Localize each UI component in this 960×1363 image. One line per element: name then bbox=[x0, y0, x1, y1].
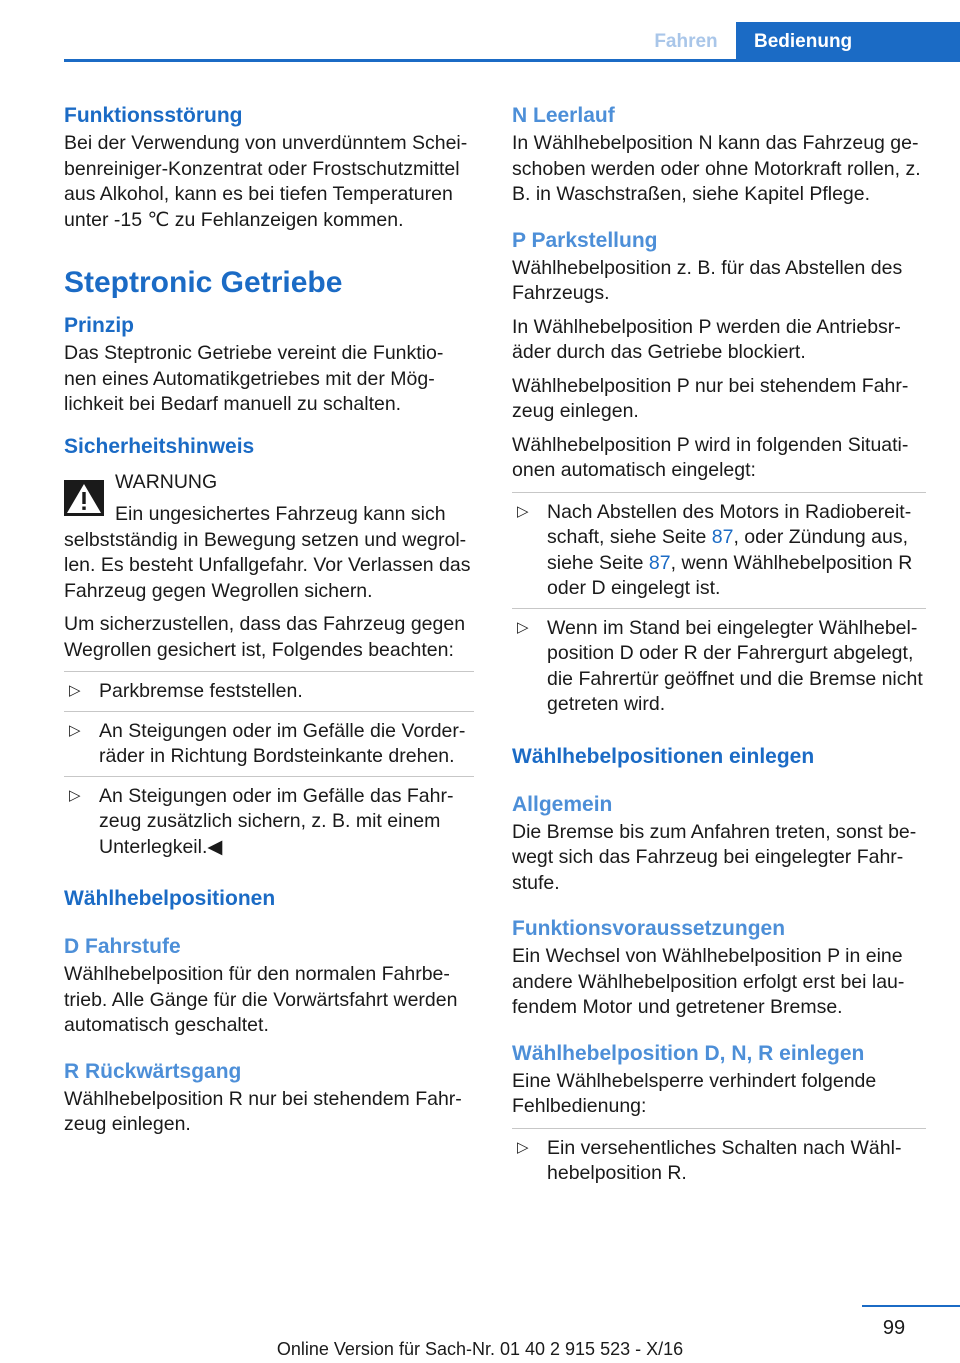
paragraph-dnr-einlegen: Eine Wählhebelsperre verhindert folgende Fehlbedienung: bbox=[512, 1069, 877, 1117]
warning-title: WARNUNG bbox=[115, 470, 218, 493]
bullet-list-sicherung bbox=[64, 671, 474, 866]
list-item: ▷ An Steigungen oder im Gefälle das Fahr‐ zeug zusätzlich sichern, z. B. mit einem Unterlegkeil.◀ bbox=[64, 776, 474, 867]
paragraph-p1: Wählhebelposition z. B. für das Abstellen des Fahrzeugs. bbox=[512, 256, 903, 304]
heading-allgemein: Allgemein bbox=[512, 792, 613, 816]
triangle-bullet-icon: ▷ bbox=[69, 786, 81, 804]
page-link-87[interactable]: 87 bbox=[711, 526, 734, 548]
bullet-list-automatisch bbox=[512, 492, 926, 724]
heading-sicherheitshinweis: Sicherheitshinweis bbox=[64, 434, 255, 458]
paragraph-funktionsvoraussetzungen: Ein Wechsel von Wählhebelposition P in eine andere Wählhebelposition erfolgt erst bei lau‐ fendem Motor und getretener Bremse. bbox=[512, 945, 905, 1018]
left-column bbox=[64, 101, 474, 1138]
list-item: ▷ Ein versehentliches Schalten nach Wähl‐ hebelposition R. bbox=[512, 1128, 926, 1193]
heading-funktionsvoraussetzungen: Funktionsvoraussetzungen bbox=[512, 917, 786, 940]
heading-waehlhebelpositionen: Wählhebelpositionen bbox=[64, 887, 276, 910]
page-header bbox=[0, 0, 960, 62]
footer-rule bbox=[862, 1305, 960, 1307]
page-link-87-second[interactable]: 87 bbox=[648, 551, 671, 574]
heading-r-rueckwaertsgang: R Rückwärtsgang bbox=[64, 1059, 242, 1083]
triangle-bullet-icon: ▷ bbox=[517, 502, 529, 520]
list-item: ▷ Wenn im Stand bei eingelegter Wählhebel‐ position D oder R der Fahrergurt abgelegt, die Fahrertür geöffnet und die Bremse nicht getreten wird. bbox=[512, 608, 926, 724]
triangle-bullet-icon: ▷ bbox=[517, 1138, 529, 1156]
tab-fahren[interactable]: Fahren bbox=[654, 31, 718, 53]
page-number: 99 bbox=[882, 1317, 906, 1339]
paragraph-prinzip: Das Steptronic Getriebe vereint die Funktio‐ nen eines Automatikgetriebes mit der Mög‐ lichkeit bei Bedarf manuell zu schalten. bbox=[64, 342, 444, 415]
warning-box bbox=[64, 470, 474, 605]
heading-d-fahrstufe: D Fahrstufe bbox=[64, 935, 181, 958]
heading-prinzip: Prinzip bbox=[64, 314, 135, 337]
heading-positionen-einlegen: Wählhebelpositionen einlegen bbox=[512, 744, 815, 768]
right-column bbox=[512, 101, 926, 1193]
paragraph-r-rueckwaertsgang: Wählhebelposition R nur bei stehendem Fahr‐ zeug einlegen. bbox=[64, 1087, 462, 1135]
paragraph-allgemein: Die Bremse bis zum Anfahren treten, sonst be‐ wegt sich das Fahrzeug bei eingelegter Fahr‐ stufe. bbox=[512, 820, 917, 894]
online-version-note: Online Version für Sach-Nr. 01 40 2 915 523 - X/16 bbox=[276, 1339, 684, 1359]
warning-text: selbstständig in Bewegung setzen und wegrol‐ len. Es besteht Unfallgefahr. Vor Verlassen das Fahrzeug gegen Wegrollen sichern. bbox=[64, 528, 471, 602]
triangle-bullet-icon: ▷ bbox=[69, 682, 81, 699]
paragraph-sicherstellen: Um sicherzustellen, dass das Fahrzeug gegen Wegrollen gesichert ist, Folgendes beachten: bbox=[64, 613, 466, 661]
heading-n-leerlauf: N Leerlauf bbox=[512, 104, 615, 127]
paragraph-p4: Wählhebelposition P wird in folgenden Situati‐ onen automatisch eingelegt: bbox=[512, 433, 909, 481]
paragraph-d-fahrstufe: Wählhebelposition für den normalen Fahrbe‐ trieb. Alle Gänge für die Vorwärtsfahrt werden automatisch geschaltet. bbox=[64, 963, 458, 1036]
bullet-list-sperre bbox=[512, 1128, 926, 1193]
heading-steptronic: Steptronic Getriebe bbox=[64, 266, 343, 299]
warning-icon bbox=[64, 480, 104, 516]
list-item: ▷ Nach Abstellen des Motors in Radiobereit‐ schaft, siehe Seite 87, oder Zündung aus, siehe Seite 87, wenn Wählhebelposition R oder D eingelegt ist. bbox=[512, 492, 926, 608]
triangle-bullet-icon: ▷ bbox=[69, 721, 81, 739]
tab-bedienung[interactable]: Bedienung bbox=[736, 22, 960, 62]
heading-funktionsstoerung: Funktionsstörung bbox=[64, 104, 243, 127]
paragraph-p3: Wählhebelposition P nur bei stehendem Fahr‐ zeug einlegen. bbox=[512, 374, 909, 422]
heading-p-parkstellung: P Parkstellung bbox=[512, 228, 658, 252]
paragraph-n-leerlauf: In Wählhebelposition N kann das Fahrzeug ge‐ schoben werden oder ohne Motorkraft rollen, z. B. in Waschstraßen, siehe Kapitel Pflege. bbox=[512, 132, 921, 205]
list-item: ▷ Parkbremse feststellen. bbox=[64, 671, 474, 711]
triangle-bullet-icon: ▷ bbox=[517, 618, 529, 636]
warning-line1: Ein ungesichertes Fahrzeug kann sich bbox=[115, 503, 446, 525]
header-rule bbox=[64, 59, 960, 62]
heading-dnr-einlegen: Wählhebelposition D, N, R einlegen bbox=[512, 1041, 865, 1065]
list-item: ▷ An Steigungen oder im Gefälle die Vorder‐ räder in Richtung Bordsteinkante drehen. bbox=[64, 711, 474, 776]
paragraph-p2: In Wählhebelposition P werden die Antriebsr‐ äder durch das Getriebe blockiert. bbox=[512, 315, 901, 363]
paragraph-funktionsstoerung: Bei der Verwendung von unverdünntem Schei‐ benreiniger-Konzentrat oder Frostschutzmittel aus Alkohol, kann es bei tiefen Temperaturen unter -15 ℃ zu Fehlanzeigen kommen. bbox=[64, 132, 468, 231]
